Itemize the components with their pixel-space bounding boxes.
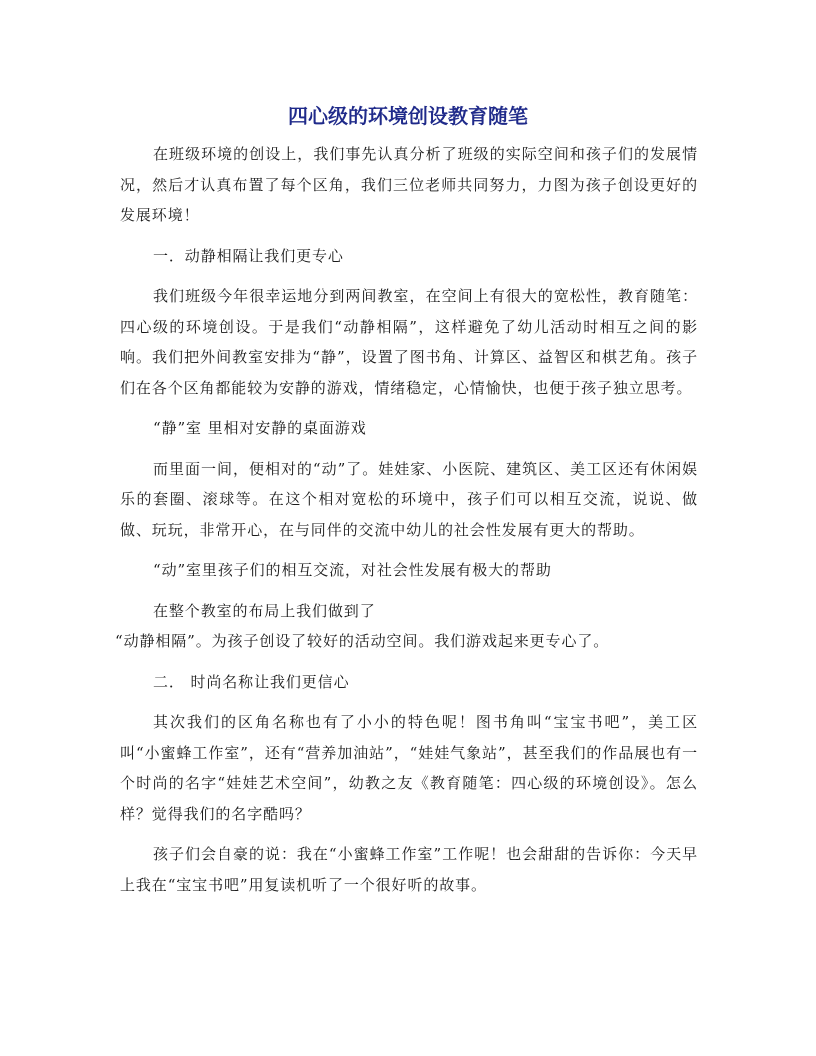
paragraph: 我们班级今年很幸运地分到两间教室，在空间上有很大的宽松性，教育随笔：四心级的环境创设。于是我们“动静相隔”，这样避免了幼儿活动时相互之间的影响。我们把外间教室安排为“静”，设置了图书角、计算区、益智区和棋艺角。孩子们在各个区角都能较为安静的游戏，情绪稳定，心情愉快，也便于孩子独立思考。 (120, 287, 698, 397)
photo-caption: “静”室 里相对安静的桌面游戏 (153, 419, 367, 437)
paragraph-intro: 在班级环境的创设上，我们事先认真分析了班级的实际空间和孩子们的发展情况，然后才认真布置了每个区角，我们三位老师共同努力，力图为孩子创设更好的发展环境！ (120, 145, 698, 224)
paragraph-continuation: “动静相隔”。为孩子创设了较好的活动空间。我们游戏起来更专心了。 (115, 632, 610, 650)
section-heading-2: 二． 时尚名称让我们更信心 (153, 672, 350, 691)
paragraph: 孩子们会自豪的说：我在“小蜜蜂工作室”工作呢！也会甜甜的告诉你：今天早上我在“宝宝书吧”用复读机听了一个很好听的故事。 (120, 845, 698, 894)
document-body (115, 139, 698, 900)
paragraph: 其次我们的区角名称也有了小小的特色呢！图书角叫“宝宝书吧”，美工区叫“小蜜蜂工作室”，还有“营养加油站”，“娃娃气象站”，甚至我们的作品展也有一个时尚的名字“娃娃艺术空间”，幼教之友《教育随笔：四心级的环境创设》。怎么样？觉得我们的名字酷吗？ (120, 713, 698, 823)
paragraph: 而里面一间，便相对的“动”了。娃娃家、小医院、建筑区、美工区还有休闲娱乐的套圈、滚球等。在这个相对宽松的环境中，孩子们可以相互交流，说说、做做、玩玩，非常开心，在与同伴的交流中幼儿的社会性发展有更大的帮助。 (120, 459, 698, 539)
document-title: 四心级的环境创设教育随笔 (288, 104, 528, 128)
section-heading-1: 一．动静相隔让我们更专心 (153, 246, 344, 265)
paragraph: 在整个教室的布局上我们做到了 (153, 601, 376, 620)
photo-caption: “动”室里孩子们的相互交流，对社会性发展有极大的帮助 (153, 561, 552, 579)
